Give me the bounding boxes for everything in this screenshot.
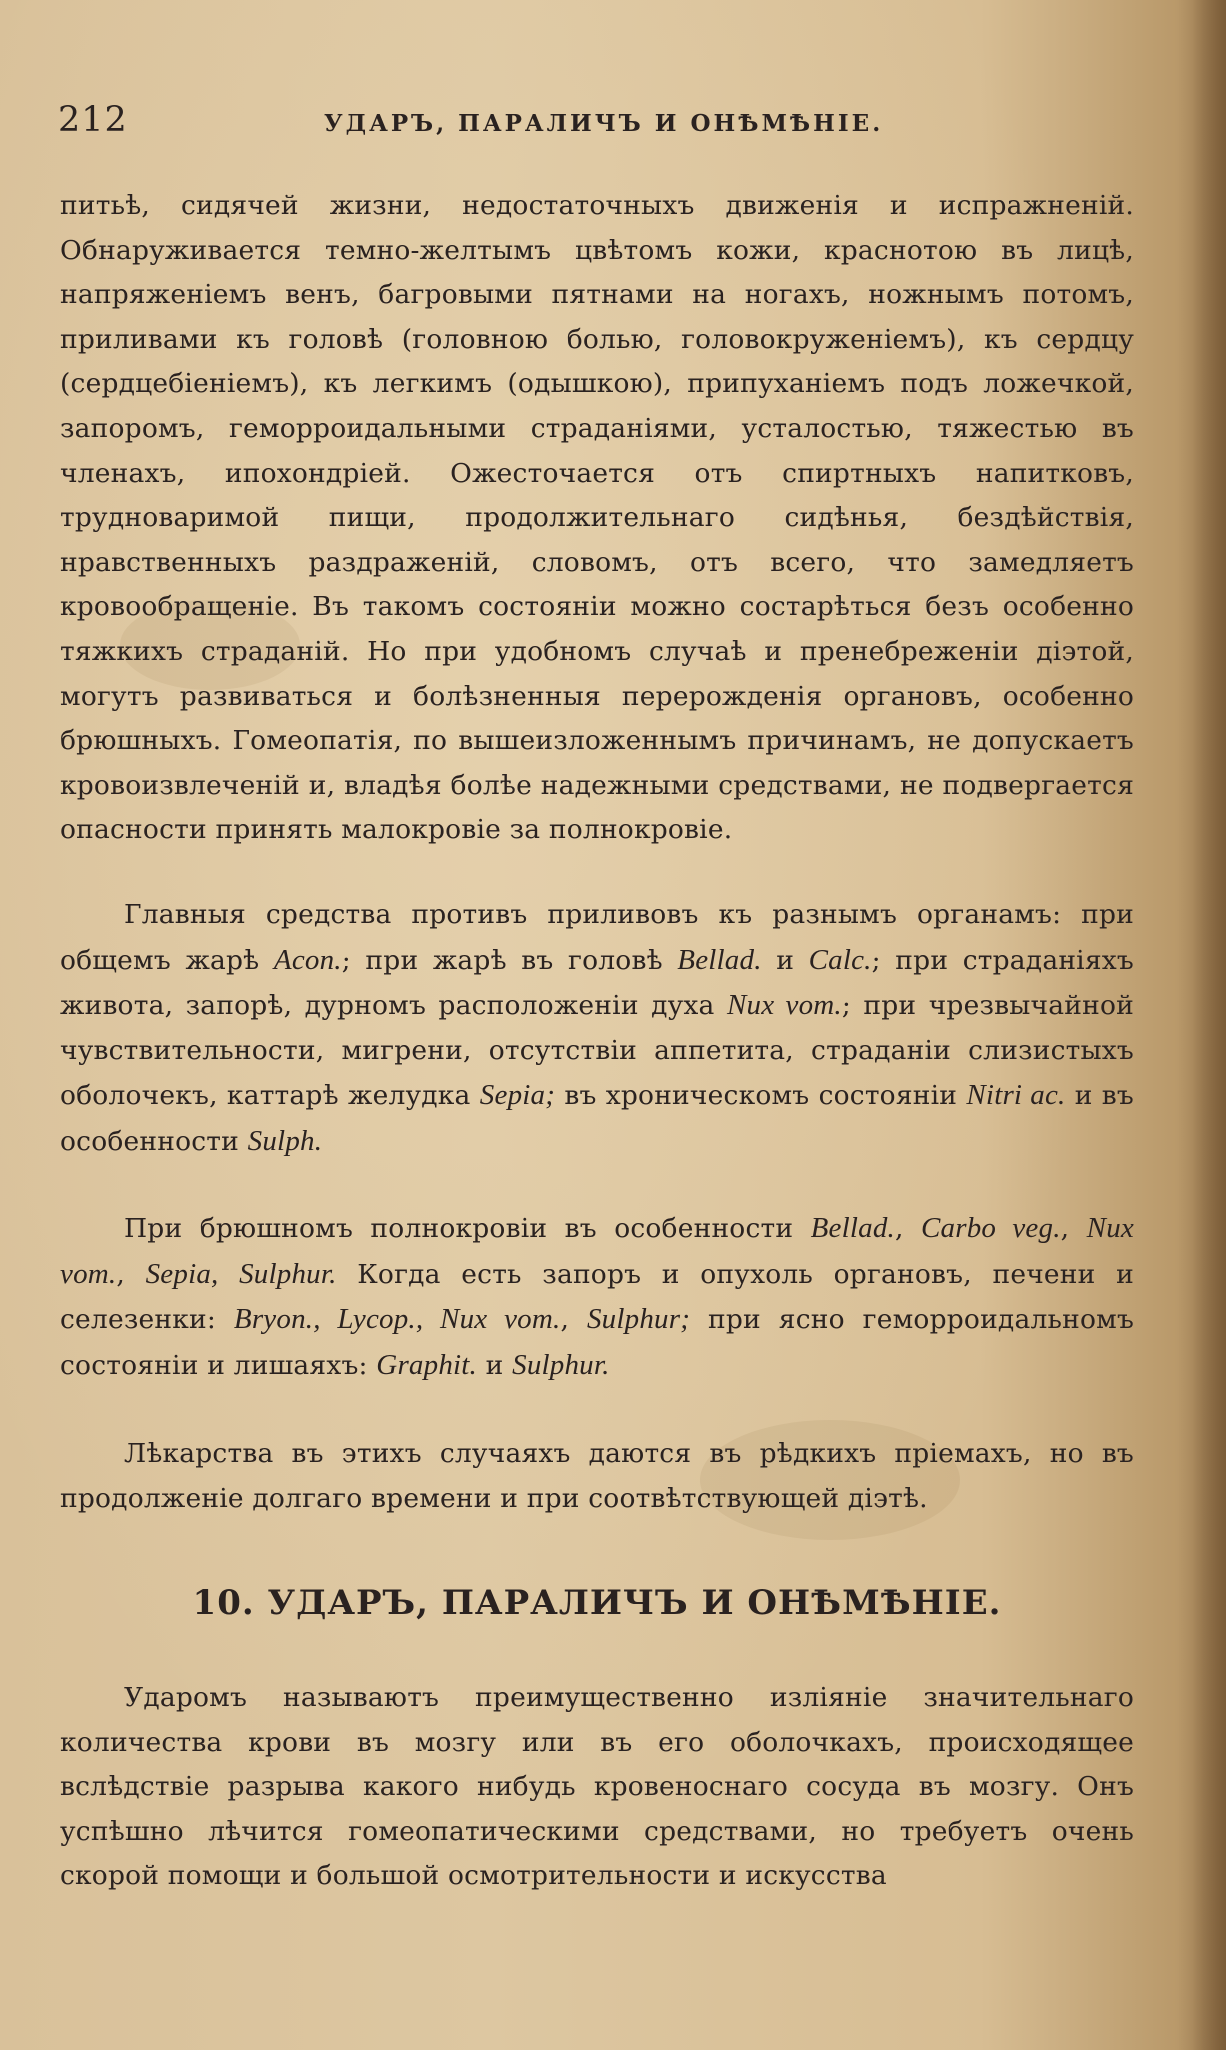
remedy-name: Nux vom.	[60, 1212, 1134, 1290]
remedy-name: Graphit.	[376, 1348, 477, 1381]
remedy-name: Sulphur.	[512, 1348, 610, 1381]
remedy-name: Bellad.	[677, 943, 762, 976]
remedy-name: Calc.	[808, 943, 872, 976]
remedy-name: Nitri ac.	[966, 1079, 1066, 1112]
text-run: и въ особенности	[60, 1080, 1134, 1157]
text-run: Главныя средства противъ приливовъ къ разнымъ органамъ: при общемъ жарѣ	[60, 899, 1134, 976]
paragraph-text	[60, 1206, 1134, 1388]
paragraph-text: питьѣ, сидячей жизни, недостаточныхъ движенія и испражненій. Обнаруживается темно-желтымъ цвѣтомъ кожи, краснотою въ лицѣ, напряженіемъ венъ, багровыми пятнами на ногахъ, ножнымъ потомъ, приливами къ головѣ (головною болью, головокруженіемъ), къ сердцу (сердцебіеніемъ), къ легкимъ (одышкою), припуханіемъ подъ ложечкой, запоромъ, геморроидальными страданіями, усталостью, тяжестью въ членахъ, ипохондріей. Ожесточается отъ спиртныхъ напитковъ, трудноваримой пищи, продолжительнаго сидѣнья, бездѣйствія, нравственныхъ раздраженій, словомъ, отъ всего, что замедляетъ кровообращеніе. Въ такомъ состояніи можно состарѣться безъ особенно тяжкихъ страданій. Но при удобномъ случаѣ и пренебреженіи діэтой, могутъ развиваться и болѣзненныя перерожденія органовъ, особенно брюшныхъ. Гомеопатія, по вышеизложеннымъ причинамъ, не допускаетъ кровоизвлеченій и, владѣя болѣе надежными средствами, не подвергается опасности принять малокровіе за полнокровіе.	[60, 190, 1134, 846]
running-head	[58, 100, 1148, 150]
text-run: при ясно геморроидальномъ состояніи и лишаяхъ:	[60, 1304, 1134, 1381]
text-run: ; при чрезвычайной чувствительности, мигрени, отсутствіи аппетита, страданіи слизистыхъ оболочекъ, каттарѣ желудка	[60, 990, 1134, 1112]
paragraph-text	[60, 893, 1134, 1165]
remedy-name: Sulph.	[247, 1124, 323, 1157]
paragraph-stroke-intro	[60, 1676, 1134, 1899]
remedy-name: Bryon., Lycop., Nux vom.	[233, 1303, 561, 1336]
text-run: ,	[560, 1304, 587, 1336]
paragraph-text: Ударомъ называютъ преимущественно изліяніе значительнаго количества крови въ мозгу или въ его оболочкахъ, происходящее вслѣдствіе разрыва какого нибудь кровеноснаго сосуда въ мозгу. Онъ успѣшно лѣчится гомеопатическими средствами, но требуетъ очень скорой помощи и большой осмотрительности и искусства	[60, 1682, 1134, 1892]
remedy-name: Sulphur.	[239, 1257, 337, 1290]
paragraph-remedies-congestion	[60, 893, 1134, 1165]
text-run	[219, 1259, 240, 1290]
paragraph-abdominal-plethora	[60, 1206, 1134, 1388]
remedy-name: Nux vom.	[726, 989, 842, 1022]
text-run: ,	[1060, 1213, 1087, 1244]
text-run: При брюшномъ полнокровіи въ особенности	[124, 1213, 811, 1244]
running-title: УДАРЪ, ПАРАЛИЧЪ И ОНѢМѢНІЕ.	[324, 110, 884, 137]
remedy-name: Sepia,	[145, 1257, 219, 1290]
paragraph-text: Лѣкарства въ этихъ случаяхъ даются въ рѣдкихъ пріемахъ, но въ продолженіе долгаго времени и при соотвѣтствующей діэтѣ.	[60, 1438, 1134, 1514]
paragraph-dosage-note	[60, 1432, 1134, 1521]
text-run: въ хроническомъ состояніи	[555, 1080, 967, 1112]
paragraph-polnokrovie-end	[60, 184, 1134, 853]
remedy-name: Carbo veg.	[921, 1212, 1061, 1244]
text-run: и	[477, 1349, 513, 1381]
text-run: ; при жарѣ въ головѣ	[341, 944, 678, 976]
text-run: ,	[894, 1213, 921, 1244]
text-run: ; при страданіяхъ живота, запорѣ, дурномъ расположеніи духа	[60, 944, 1134, 1022]
text-run: Когда есть запоръ и опухоль органовъ, печени и селезенки:	[60, 1258, 1135, 1336]
page-number: 212	[58, 100, 128, 140]
remedy-name: Acon.	[273, 943, 342, 976]
text-run: и	[761, 944, 809, 976]
remedy-name: Sulphur;	[586, 1303, 691, 1336]
remedy-name: Bellad.	[810, 1212, 895, 1244]
section-heading: 10. УДАРЪ, ПАРАЛИЧЪ И ОНѢМѢНІЕ.	[192, 1583, 1002, 1623]
remedy-name: Sepia;	[479, 1079, 556, 1112]
text-run: ,	[116, 1258, 146, 1290]
